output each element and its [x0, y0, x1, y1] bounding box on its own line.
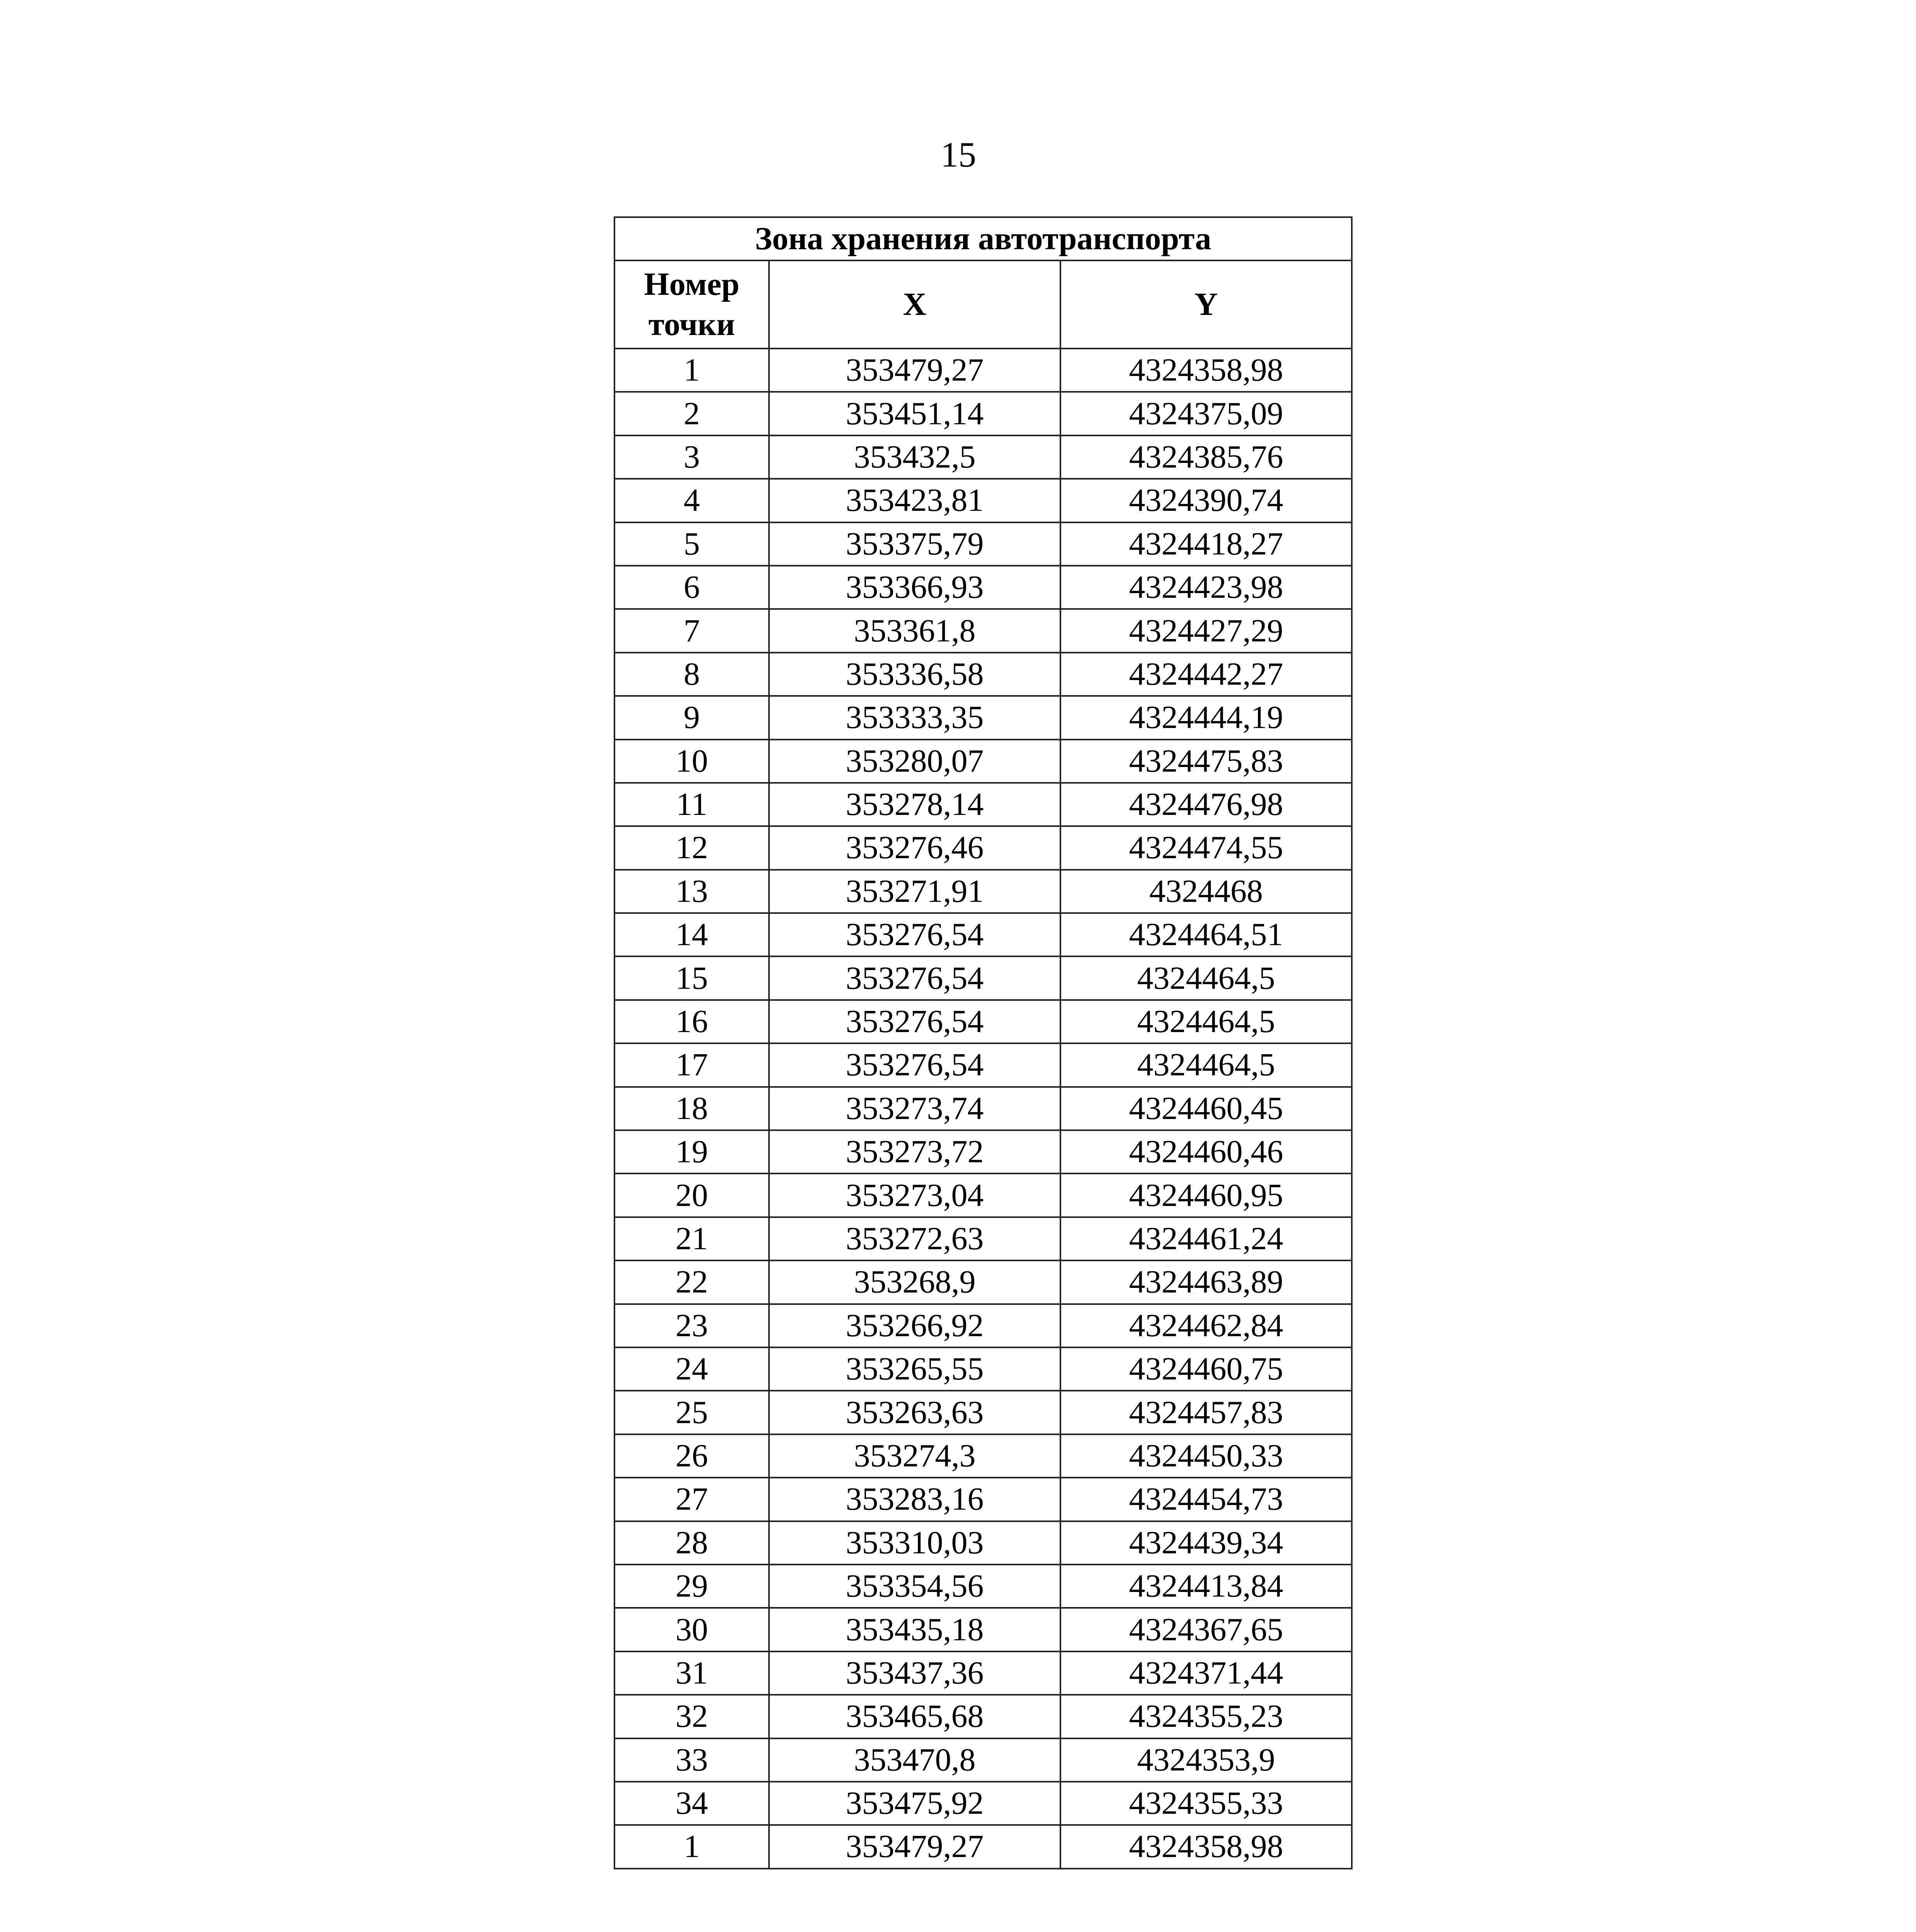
column-header-y: Y	[1060, 260, 1352, 349]
table-row	[614, 1043, 1352, 1087]
y-coordinate-cell: 4324427,29	[1060, 609, 1352, 652]
x-coordinate-cell: 353266,92	[769, 1304, 1060, 1347]
table-row	[614, 435, 1352, 479]
x-coordinate-cell: 353276,54	[769, 1043, 1060, 1087]
column-header-point: Номер точки	[614, 260, 769, 349]
table-row	[614, 870, 1352, 913]
table-row	[614, 1217, 1352, 1260]
y-coordinate-cell: 4324464,5	[1060, 1000, 1352, 1043]
table-row	[614, 1391, 1352, 1434]
x-coordinate-cell: 353375,79	[769, 522, 1060, 566]
y-coordinate-cell: 4324450,33	[1060, 1434, 1352, 1478]
point-number-cell: 25	[614, 1391, 769, 1434]
point-number-cell: 24	[614, 1347, 769, 1391]
y-coordinate-cell: 4324390,74	[1060, 479, 1352, 522]
table-row	[614, 349, 1352, 392]
point-number-cell: 30	[614, 1608, 769, 1651]
y-coordinate-cell: 4324375,09	[1060, 392, 1352, 435]
y-coordinate-cell: 4324474,55	[1060, 826, 1352, 869]
point-number-cell: 31	[614, 1651, 769, 1695]
table-row	[614, 1738, 1352, 1782]
y-coordinate-cell: 4324358,98	[1060, 1825, 1352, 1868]
point-number-cell: 8	[614, 653, 769, 696]
table-row	[614, 1565, 1352, 1608]
table-row	[614, 1087, 1352, 1130]
point-number-cell: 2	[614, 392, 769, 435]
x-coordinate-cell: 353263,63	[769, 1391, 1060, 1434]
point-number-cell: 12	[614, 826, 769, 869]
y-coordinate-cell: 4324442,27	[1060, 653, 1352, 696]
y-coordinate-cell: 4324444,19	[1060, 696, 1352, 739]
table-row	[614, 1347, 1352, 1391]
y-coordinate-cell: 4324462,84	[1060, 1304, 1352, 1347]
x-coordinate-cell: 353479,27	[769, 349, 1060, 392]
x-coordinate-cell: 353310,03	[769, 1521, 1060, 1565]
y-coordinate-cell: 4324464,5	[1060, 1043, 1352, 1087]
table-row	[614, 1130, 1352, 1173]
x-coordinate-cell: 353274,3	[769, 1434, 1060, 1478]
x-coordinate-cell: 353273,72	[769, 1130, 1060, 1173]
x-coordinate-cell: 353437,36	[769, 1651, 1060, 1695]
point-number-cell: 20	[614, 1173, 769, 1217]
point-number-cell: 28	[614, 1521, 769, 1565]
table-row	[614, 1608, 1352, 1651]
y-coordinate-cell: 4324367,65	[1060, 1608, 1352, 1651]
table-row	[614, 1304, 1352, 1347]
point-number-cell: 10	[614, 740, 769, 783]
point-number-cell: 11	[614, 783, 769, 826]
point-number-cell: 26	[614, 1434, 769, 1478]
point-number-cell: 32	[614, 1695, 769, 1738]
point-number-cell: 3	[614, 435, 769, 479]
point-number-cell: 21	[614, 1217, 769, 1260]
table-row	[614, 392, 1352, 435]
point-number-cell: 14	[614, 913, 769, 956]
table-row	[614, 956, 1352, 1000]
x-coordinate-cell: 353361,8	[769, 609, 1060, 652]
y-coordinate-cell: 4324475,83	[1060, 740, 1352, 783]
x-coordinate-cell: 353432,5	[769, 435, 1060, 479]
vehicle-storage-rows	[614, 349, 1352, 1869]
table-row	[614, 1000, 1352, 1043]
table-row	[614, 609, 1352, 652]
table-row	[614, 522, 1352, 566]
x-coordinate-cell: 353333,35	[769, 696, 1060, 739]
y-coordinate-cell: 4324439,34	[1060, 1521, 1352, 1565]
y-coordinate-cell: 4324371,44	[1060, 1651, 1352, 1695]
y-coordinate-cell: 4324413,84	[1060, 1565, 1352, 1608]
y-coordinate-cell: 4324464,5	[1060, 956, 1352, 1000]
point-number-cell: 9	[614, 696, 769, 739]
point-number-cell: 4	[614, 479, 769, 522]
point-number-cell: 34	[614, 1782, 769, 1825]
point-number-cell: 29	[614, 1565, 769, 1608]
x-coordinate-cell: 353276,46	[769, 826, 1060, 869]
table-row	[614, 1825, 1352, 1868]
vehicle-storage-table	[614, 216, 1353, 1869]
point-number-cell: 1	[614, 1825, 769, 1868]
x-coordinate-cell: 353271,91	[769, 870, 1060, 913]
x-coordinate-cell: 353276,54	[769, 913, 1060, 956]
x-coordinate-cell: 353435,18	[769, 1608, 1060, 1651]
point-number-cell: 7	[614, 609, 769, 652]
x-coordinate-cell: 353273,74	[769, 1087, 1060, 1130]
x-coordinate-cell: 353336,58	[769, 653, 1060, 696]
y-coordinate-cell: 4324464,51	[1060, 913, 1352, 956]
x-coordinate-cell: 353278,14	[769, 783, 1060, 826]
y-coordinate-cell: 4324355,23	[1060, 1695, 1352, 1738]
y-coordinate-cell: 4324460,46	[1060, 1130, 1352, 1173]
x-coordinate-cell: 353366,93	[769, 566, 1060, 609]
y-coordinate-cell: 4324358,98	[1060, 349, 1352, 392]
table-row	[614, 1173, 1352, 1217]
point-number-cell: 16	[614, 1000, 769, 1043]
y-coordinate-cell: 4324454,73	[1060, 1478, 1352, 1521]
y-coordinate-cell: 4324460,45	[1060, 1087, 1352, 1130]
x-coordinate-cell: 353475,92	[769, 1782, 1060, 1825]
x-coordinate-cell: 353354,56	[769, 1565, 1060, 1608]
x-coordinate-cell: 353268,9	[769, 1260, 1060, 1304]
x-coordinate-cell: 353283,16	[769, 1478, 1060, 1521]
y-coordinate-cell: 4324460,95	[1060, 1173, 1352, 1217]
y-coordinate-cell: 4324463,89	[1060, 1260, 1352, 1304]
y-coordinate-cell: 4324423,98	[1060, 566, 1352, 609]
table-row	[614, 1782, 1352, 1825]
table-row	[614, 913, 1352, 956]
table-row	[614, 1434, 1352, 1478]
y-coordinate-cell: 4324461,24	[1060, 1217, 1352, 1260]
point-number-cell: 15	[614, 956, 769, 1000]
x-coordinate-cell: 353465,68	[769, 1695, 1060, 1738]
x-coordinate-cell: 353479,27	[769, 1825, 1060, 1868]
point-number-cell: 23	[614, 1304, 769, 1347]
y-coordinate-cell: 4324385,76	[1060, 435, 1352, 479]
x-coordinate-cell: 353265,55	[769, 1347, 1060, 1391]
point-number-cell: 27	[614, 1478, 769, 1521]
table-row	[614, 479, 1352, 522]
x-coordinate-cell: 353276,54	[769, 956, 1060, 1000]
table-row	[614, 566, 1352, 609]
table-row	[614, 653, 1352, 696]
x-coordinate-cell: 353280,07	[769, 740, 1060, 783]
table-row	[614, 1260, 1352, 1304]
column-header-x: X	[769, 260, 1060, 349]
x-coordinate-cell: 353470,8	[769, 1738, 1060, 1782]
y-coordinate-cell: 4324457,83	[1060, 1391, 1352, 1434]
table-row	[614, 1521, 1352, 1565]
x-coordinate-cell: 353276,54	[769, 1000, 1060, 1043]
y-coordinate-cell: 4324355,33	[1060, 1782, 1352, 1825]
page-number: 15	[941, 135, 976, 174]
y-coordinate-cell: 4324468	[1060, 870, 1352, 913]
x-coordinate-cell: 353451,14	[769, 392, 1060, 435]
y-coordinate-cell: 4324418,27	[1060, 522, 1352, 566]
table-row	[614, 696, 1352, 739]
table-row	[614, 826, 1352, 869]
y-coordinate-cell: 4324353,9	[1060, 1738, 1352, 1782]
table-row	[614, 740, 1352, 783]
point-number-cell: 13	[614, 870, 769, 913]
point-number-cell: 19	[614, 1130, 769, 1173]
vehicle-storage-title: Зона хранения автотранспорта	[614, 217, 1352, 260]
table-row	[614, 783, 1352, 826]
point-number-cell: 6	[614, 566, 769, 609]
x-coordinate-cell: 353273,04	[769, 1173, 1060, 1217]
y-coordinate-cell: 4324476,98	[1060, 783, 1352, 826]
x-coordinate-cell: 353423,81	[769, 479, 1060, 522]
point-number-cell: 18	[614, 1087, 769, 1130]
point-number-cell: 33	[614, 1738, 769, 1782]
point-number-cell: 22	[614, 1260, 769, 1304]
point-number-cell: 1	[614, 349, 769, 392]
x-coordinate-cell: 353272,63	[769, 1217, 1060, 1260]
table-row	[614, 1651, 1352, 1695]
table-row	[614, 1695, 1352, 1738]
point-number-cell: 17	[614, 1043, 769, 1087]
y-coordinate-cell: 4324460,75	[1060, 1347, 1352, 1391]
table-row	[614, 1478, 1352, 1521]
point-number-cell: 5	[614, 522, 769, 566]
